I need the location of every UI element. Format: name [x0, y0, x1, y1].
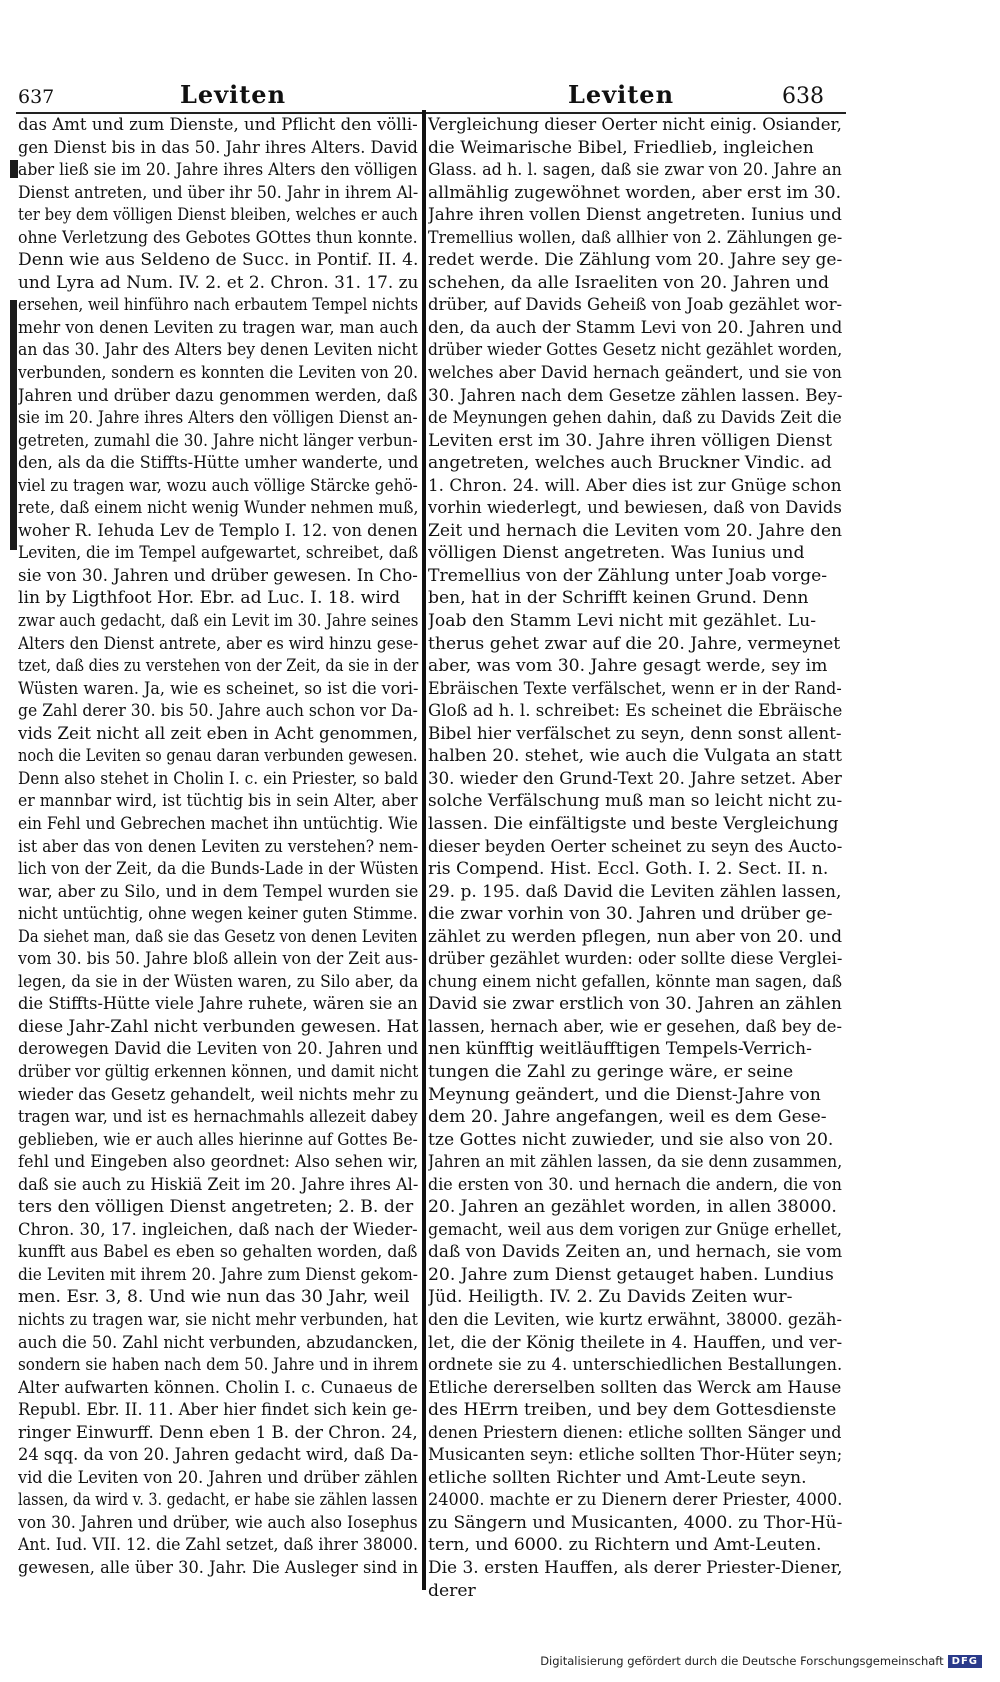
text-line: Joab den Stamm Levi nicht mit gezählet. Lu- [428, 611, 817, 632]
text-line: David sie zwar erstlich von 30. Jahren an zählen [428, 994, 842, 1015]
text-line: vom 30. bis 50. Jahre bloß allein von der Zeit aus- [18, 949, 419, 970]
text-line: lassen, hernach aber, wie er gesehen, daß bey de- [428, 1016, 842, 1037]
text-line: noch die Leviten so genau daran verbunden gewesen. [18, 746, 418, 767]
text-line: tungen die Zahl zu geringe wäre, er seine [428, 1061, 794, 1082]
text-line: lin by Ligthfoot Hor. Ebr. ad Luc. I. 18. wird [18, 588, 401, 609]
text-line: etliche sollten Richter und Amt-Leute seyn. [428, 1467, 807, 1488]
text-line: Leviten erst im 30. Jahre ihren völligen Dienst [428, 430, 833, 451]
page-number-left: 637 [18, 86, 55, 108]
text-line: Ebräischen Texte verfälschet, wenn er in der Rand- [428, 678, 842, 699]
text-line: auch die 50. Zahl nicht verbunden, abzudancken, [18, 1332, 419, 1353]
text-line: die Weimarische Bibel, Friedlieb, ingleichen [428, 137, 814, 158]
text-line: Republ. Ebr. II. 11. Aber hier findet sich kein ge- [18, 1400, 418, 1421]
text-line: Jüd. Heiligth. IV. 2. Zu Davids Zeiten wur- [428, 1287, 793, 1308]
text-line: ein Fehl und Gebrechen machet ihn untüchtig. Wie [18, 813, 418, 834]
text-line: derowegen David die Leviten von 20. Jahren und [18, 1039, 419, 1060]
text-line: Da siehet man, daß sie das Gesetz von denen Leviten [18, 926, 418, 947]
text-line: Leviten, die im Tempel aufgewartet, schreibet, daß [18, 543, 419, 564]
footer-credit: Digitalisierung gefördert durch die Deutsche Forschungsgemeinschaft [540, 1654, 944, 1668]
text-line: Jahre ihren vollen Dienst angetreten. Iunius und [428, 205, 842, 226]
text-line: Ant. Iud. VII. 12. die Zahl setzet, daß ihrer 38000. [18, 1535, 418, 1556]
text-line: aber ließ sie im 20. Jahre ihres Alters den völligen [18, 160, 418, 181]
text-line: sie von 30. Jahren und drüber gewesen. In Cho- [18, 565, 418, 586]
text-line: verbunden, sondern es konnten die Leviten von 20. [18, 363, 419, 384]
text-line: welches aber David hernach geändert, und sie von [428, 363, 842, 384]
text-line: denen Priestern dienen: etliche sollten Sänger und [428, 1422, 842, 1443]
text-line: 20. Jahre zum Dienst getauget haben. Lundius [428, 1264, 834, 1285]
text-line: chung einem nicht gefallen, könnte man sagen, daß [428, 971, 843, 992]
text-line: Bibel hier verfälschet zu seyn, denn sonst allent- [428, 723, 842, 744]
text-line: ben, hat in der Schrifft keinen Grund. Denn [428, 588, 809, 609]
text-line: Zeit und hernach die Leviten vom 20. Jahre den [428, 520, 843, 541]
text-line: diese Jahr-Zahl nicht verbunden gewesen. Hat [18, 1016, 419, 1037]
text-line: zählet zu werden pflegen, nun aber von 20. und [428, 926, 843, 947]
text-line: dem 20. Jahre angefangen, weil es dem Gese- [428, 1107, 827, 1128]
text-line: war, aber zu Silo, und in dem Tempel wurden sie [18, 881, 419, 902]
text-line: 24000. machte er zu Dienern derer Priester, 4000. [428, 1490, 843, 1511]
text-line: Tremellius von der Zählung unter Joab vorge- [428, 565, 828, 586]
text-line: lich von der Zeit, da die Bunds-Lade in der Wüsten [18, 859, 419, 880]
text-line: allmählig zugewöhnet worden, aber erst im 30. [428, 182, 842, 203]
text-line: ist aber das von denen Leviten zu verstehen? nem- [18, 836, 419, 857]
text-line: den, da auch der Stamm Levi von 20. Jahren und [428, 317, 843, 338]
text-line: tragen war, und ist es hernachmahls allezeit dabey [18, 1107, 418, 1128]
text-line: mehr von denen Leviten zu tragen war, man auch [18, 317, 419, 338]
text-line: wieder das Gesetz gehandelt, weil nichts mehr zu [18, 1084, 419, 1105]
left-column [18, 114, 420, 1580]
text-line: zwar auch gedacht, daß ein Levit im 30. Jahre seines [18, 611, 419, 632]
text-line: sondern sie haben nach dem 50. Jahre und in ihrem [18, 1355, 419, 1376]
text-line: Glass. ad h. l. sagen, daß sie zwar von 20. Jahre an [428, 160, 842, 181]
text-line: Alters den Dienst antrete, aber es wird hinzu gese- [18, 633, 419, 654]
text-line: Denn wie aus Seldeno de Succ. in Pontif. II. 4. [18, 250, 419, 271]
text-line: lassen. Die einfältigste und beste Vergleichung [428, 813, 839, 834]
text-line: derer [428, 1580, 476, 1601]
text-line: Etliche dererselben sollten das Werck am Hause [428, 1377, 842, 1398]
text-line: zu Sängern und Musicanten, 4000. zu Thor-Hü- [428, 1512, 843, 1533]
text-line: Meynung geändert, und die Dienst-Jahre von [428, 1084, 821, 1105]
text-line: 1. Chron. 24. will. Aber dies ist zur Gnüge schon [428, 475, 842, 496]
text-line: ge Zahl derer 30. bis 50. Jahre auch schon vor Da- [18, 701, 418, 722]
text-line: ohne Verletzung des Gebotes GOttes thun konnte. [18, 227, 418, 248]
text-line: drüber, auf Davids Geheiß von Joab gezählet wor- [428, 295, 843, 316]
text-line: tze Gottes nicht zuwieder, und sie also von 20. [428, 1129, 834, 1150]
text-line: viel zu tragen war, wozu auch völlige Stärcke gehö- [18, 475, 418, 496]
text-line: Wüsten waren. Ja, wie es scheinet, so ist die vori- [18, 678, 419, 699]
text-line: 30. Jahren nach dem Gesetze zählen lassen. Bey- [428, 385, 843, 406]
text-line: Tremellius wollen, daß allhier von 2. Zählungen ge- [428, 227, 843, 248]
text-line: an das 30. Jahr des Alters bey denen Leviten nicht [18, 340, 418, 361]
text-line: solche Verfälschung muß man so leicht nicht zu- [428, 791, 843, 812]
text-line: let, die der König theilete in 4. Hauffen, und ver- [428, 1332, 843, 1353]
text-line: Die 3. ersten Hauffen, als derer Priester-Diener, [428, 1558, 843, 1578]
text-line: vids Zeit nicht all zeit eben in Acht genommen, [18, 723, 419, 744]
text-line: therus gehet zwar auf die 20. Jahre, vermeynet [428, 633, 841, 654]
text-line: Jahren an mit zählen lassen, da sie denn zusammen, [428, 1152, 843, 1173]
text-line: das Amt und zum Dienste, und Pflicht den völli- [18, 115, 418, 135]
text-line: die Leviten mit ihrem 20. Jahre zum Dienst gekom- [18, 1264, 418, 1285]
text-line: des HErrn treiben, und bey dem Gottesdienste [428, 1400, 837, 1421]
page-number-right: 638 [782, 84, 824, 109]
text-line: die zwar vorhin von 30. Jahren und drüber ge- [428, 904, 833, 925]
text-line: Gloß ad h. l. schreibet: Es scheinet die Ebräische [428, 701, 843, 722]
text-line: er mannbar wird, ist tüchtig bis in sein Alter, aber [18, 791, 418, 812]
text-line: vid die Leviten von 20. Jahren und drüber zählen [18, 1467, 418, 1488]
text-line: redet werde. Die Zählung vom 20. Jahre sey ge- [428, 250, 843, 271]
text-line: ris Compend. Hist. Eccl. Goth. I. 2. Sect. II. n. [428, 859, 829, 880]
text-line: drüber gezählet wurden: oder sollte diese Verglei- [428, 949, 843, 970]
footer [540, 1654, 982, 1668]
right-column [428, 114, 846, 1602]
dfg-logo: DFG [948, 1655, 982, 1668]
text-line: 29. p. 195. daß David die Leviten zählen lassen, [428, 881, 842, 902]
text-line: Dienst antreten, und über ihr 50. Jahr in ihrem Al- [18, 182, 419, 203]
text-line: getreten, zumahl die 30. Jahre nicht länger verbun- [18, 430, 418, 451]
text-line: daß sie auch zu Hiskiä Zeit im 20. Jahre ihres Al- [18, 1174, 419, 1195]
text-line: ter bey dem völligen Dienst bleiben, welches er auch [18, 205, 418, 226]
text-line: vorhin wiederlegt, und bewiesen, daß von Davids [428, 498, 842, 519]
text-line: völligen Dienst angetreten. Was Iunius und [428, 543, 805, 564]
text-line: den, als da die Stiffts-Hütte umher wanderte, und [18, 453, 419, 474]
text-line: woher R. Iehuda Lev de Templo I. 12. von denen [18, 520, 418, 541]
text-line: Alter aufwarten können. Cholin I. c. Cunaeus de [18, 1377, 418, 1398]
text-line: aber, was vom 30. Jahre gesagt werde, sey im [428, 656, 828, 677]
text-line: nicht untüchtig, ohne wegen keiner guten Stimme. [18, 904, 418, 925]
text-line: und Lyra ad Num. IV. 2. et 2. Chron. 31. 17. zu [18, 272, 419, 293]
text-line: den die Leviten, wie kurtz erwähnt, 38000. gezäh- [428, 1309, 842, 1330]
text-line: tern, und 6000. zu Richtern und Amt-Leuten. [428, 1535, 822, 1556]
text-line: nichts zu tragen war, sie nicht mehr verbunden, hat [18, 1309, 418, 1330]
text-line: die ersten von 30. und hernach die andern, die von [428, 1174, 842, 1195]
text-line: angetreten, welches auch Bruckner Vindic. ad [428, 453, 832, 474]
text-line: von 30. Jahren und drüber, wie auch also Iosephus [18, 1512, 418, 1533]
text-line: halben 20. stehet, wie auch die Vulgata an statt [428, 746, 842, 767]
text-line: nen künfftig weitläufftigen Tempels-Verrich- [428, 1039, 812, 1060]
text-line: Jahren und drüber dazu genommen werden, daß [18, 385, 418, 406]
text-line: lassen, da wird v. 3. gedacht, er habe sie zählen lassen [18, 1490, 418, 1511]
text-line: rete, daß einem nicht wenig Wunder nehmen muß, [18, 498, 419, 519]
text-line: fehl und Eingeben also geordnet: Also sehen wir, [18, 1152, 419, 1173]
text-line: 30. wieder den Grund-Text 20. Jahre setzet. Aber [428, 768, 842, 789]
text-line: men. Esr. 3, 8. Und wie nun das 30 Jahr, weil [18, 1287, 410, 1308]
text-line: daß von Davids Zeiten an, und hernach, sie vom [428, 1242, 843, 1263]
scan-artifact [10, 300, 17, 550]
text-line: gen Dienst bis in das 50. Jahr ihres Alters. David [18, 137, 418, 158]
text-line: Musicanten seyn: etliche sollten Thor-Hüter seyn; [428, 1445, 843, 1466]
text-line: tzet, daß dies zu verstehen von der Zeit, da sie in der [18, 656, 419, 677]
text-line: legen, da sie in der Wüsten waren, zu Silo aber, da [18, 971, 419, 992]
text-line: Vergleichung dieser Oerter nicht einig. Osiander, [428, 115, 842, 135]
text-line: de Meynungen gehen dahin, daß zu Davids Zeit die [428, 408, 842, 429]
text-line: kunfft aus Babel es eben so gehalten worden, daß [18, 1242, 418, 1263]
text-line: drüber vor gültig erkennen können, und damit nicht [18, 1061, 419, 1082]
text-line: ters den völligen Dienst angetreten; 2. B. der [18, 1197, 414, 1218]
running-title-right: Leviten [568, 80, 675, 109]
text-line: ordnete sie zu 4. unterschiedlichen Bestallungen. [428, 1355, 843, 1376]
text-line: die Stiffts-Hütte viele Jahre ruhete, wären sie an [18, 994, 418, 1015]
text-line: 20. Jahren an gezählet worden, in allen 38000. [428, 1197, 837, 1218]
text-line: gewesen, alle über 30. Jahr. Die Ausleger sind in [18, 1558, 419, 1578]
text-line: ersehen, weil hinführo nach erbautem Tempel nichts [18, 295, 419, 316]
text-line: drüber wieder Gottes Gesetz nicht gezählet worden, [428, 340, 843, 361]
scan-artifact [10, 160, 18, 178]
text-line: gemacht, weil aus dem vorigen zur Gnüge erhellet, [428, 1219, 842, 1240]
text-line: 24 sqq. da von 20. Jahren gedacht wird, daß Da- [18, 1445, 419, 1466]
text-line: geblieben, wie er auch alles hierinne auf Gottes Be- [18, 1129, 418, 1150]
text-line: sie im 20. Jahre ihres Alters den völligen Dienst an- [18, 408, 418, 429]
column-divider [422, 110, 426, 1590]
text-line: ringer Einwurff. Denn eben 1 B. der Chron. 24, [18, 1422, 418, 1443]
text-line: dieser beyden Oerter scheinet zu seyn des Aucto- [428, 836, 843, 857]
page-header [0, 76, 1000, 112]
text-line: Denn also stehet in Cholin I. c. ein Priester, so bald [18, 768, 419, 789]
text-line: schehen, da alle Israeliten von 20. Jahren und [428, 272, 830, 293]
text-line: Chron. 30, 17. ingleichen, daß nach der Wieder- [18, 1219, 418, 1240]
running-title-left: Leviten [180, 80, 287, 109]
